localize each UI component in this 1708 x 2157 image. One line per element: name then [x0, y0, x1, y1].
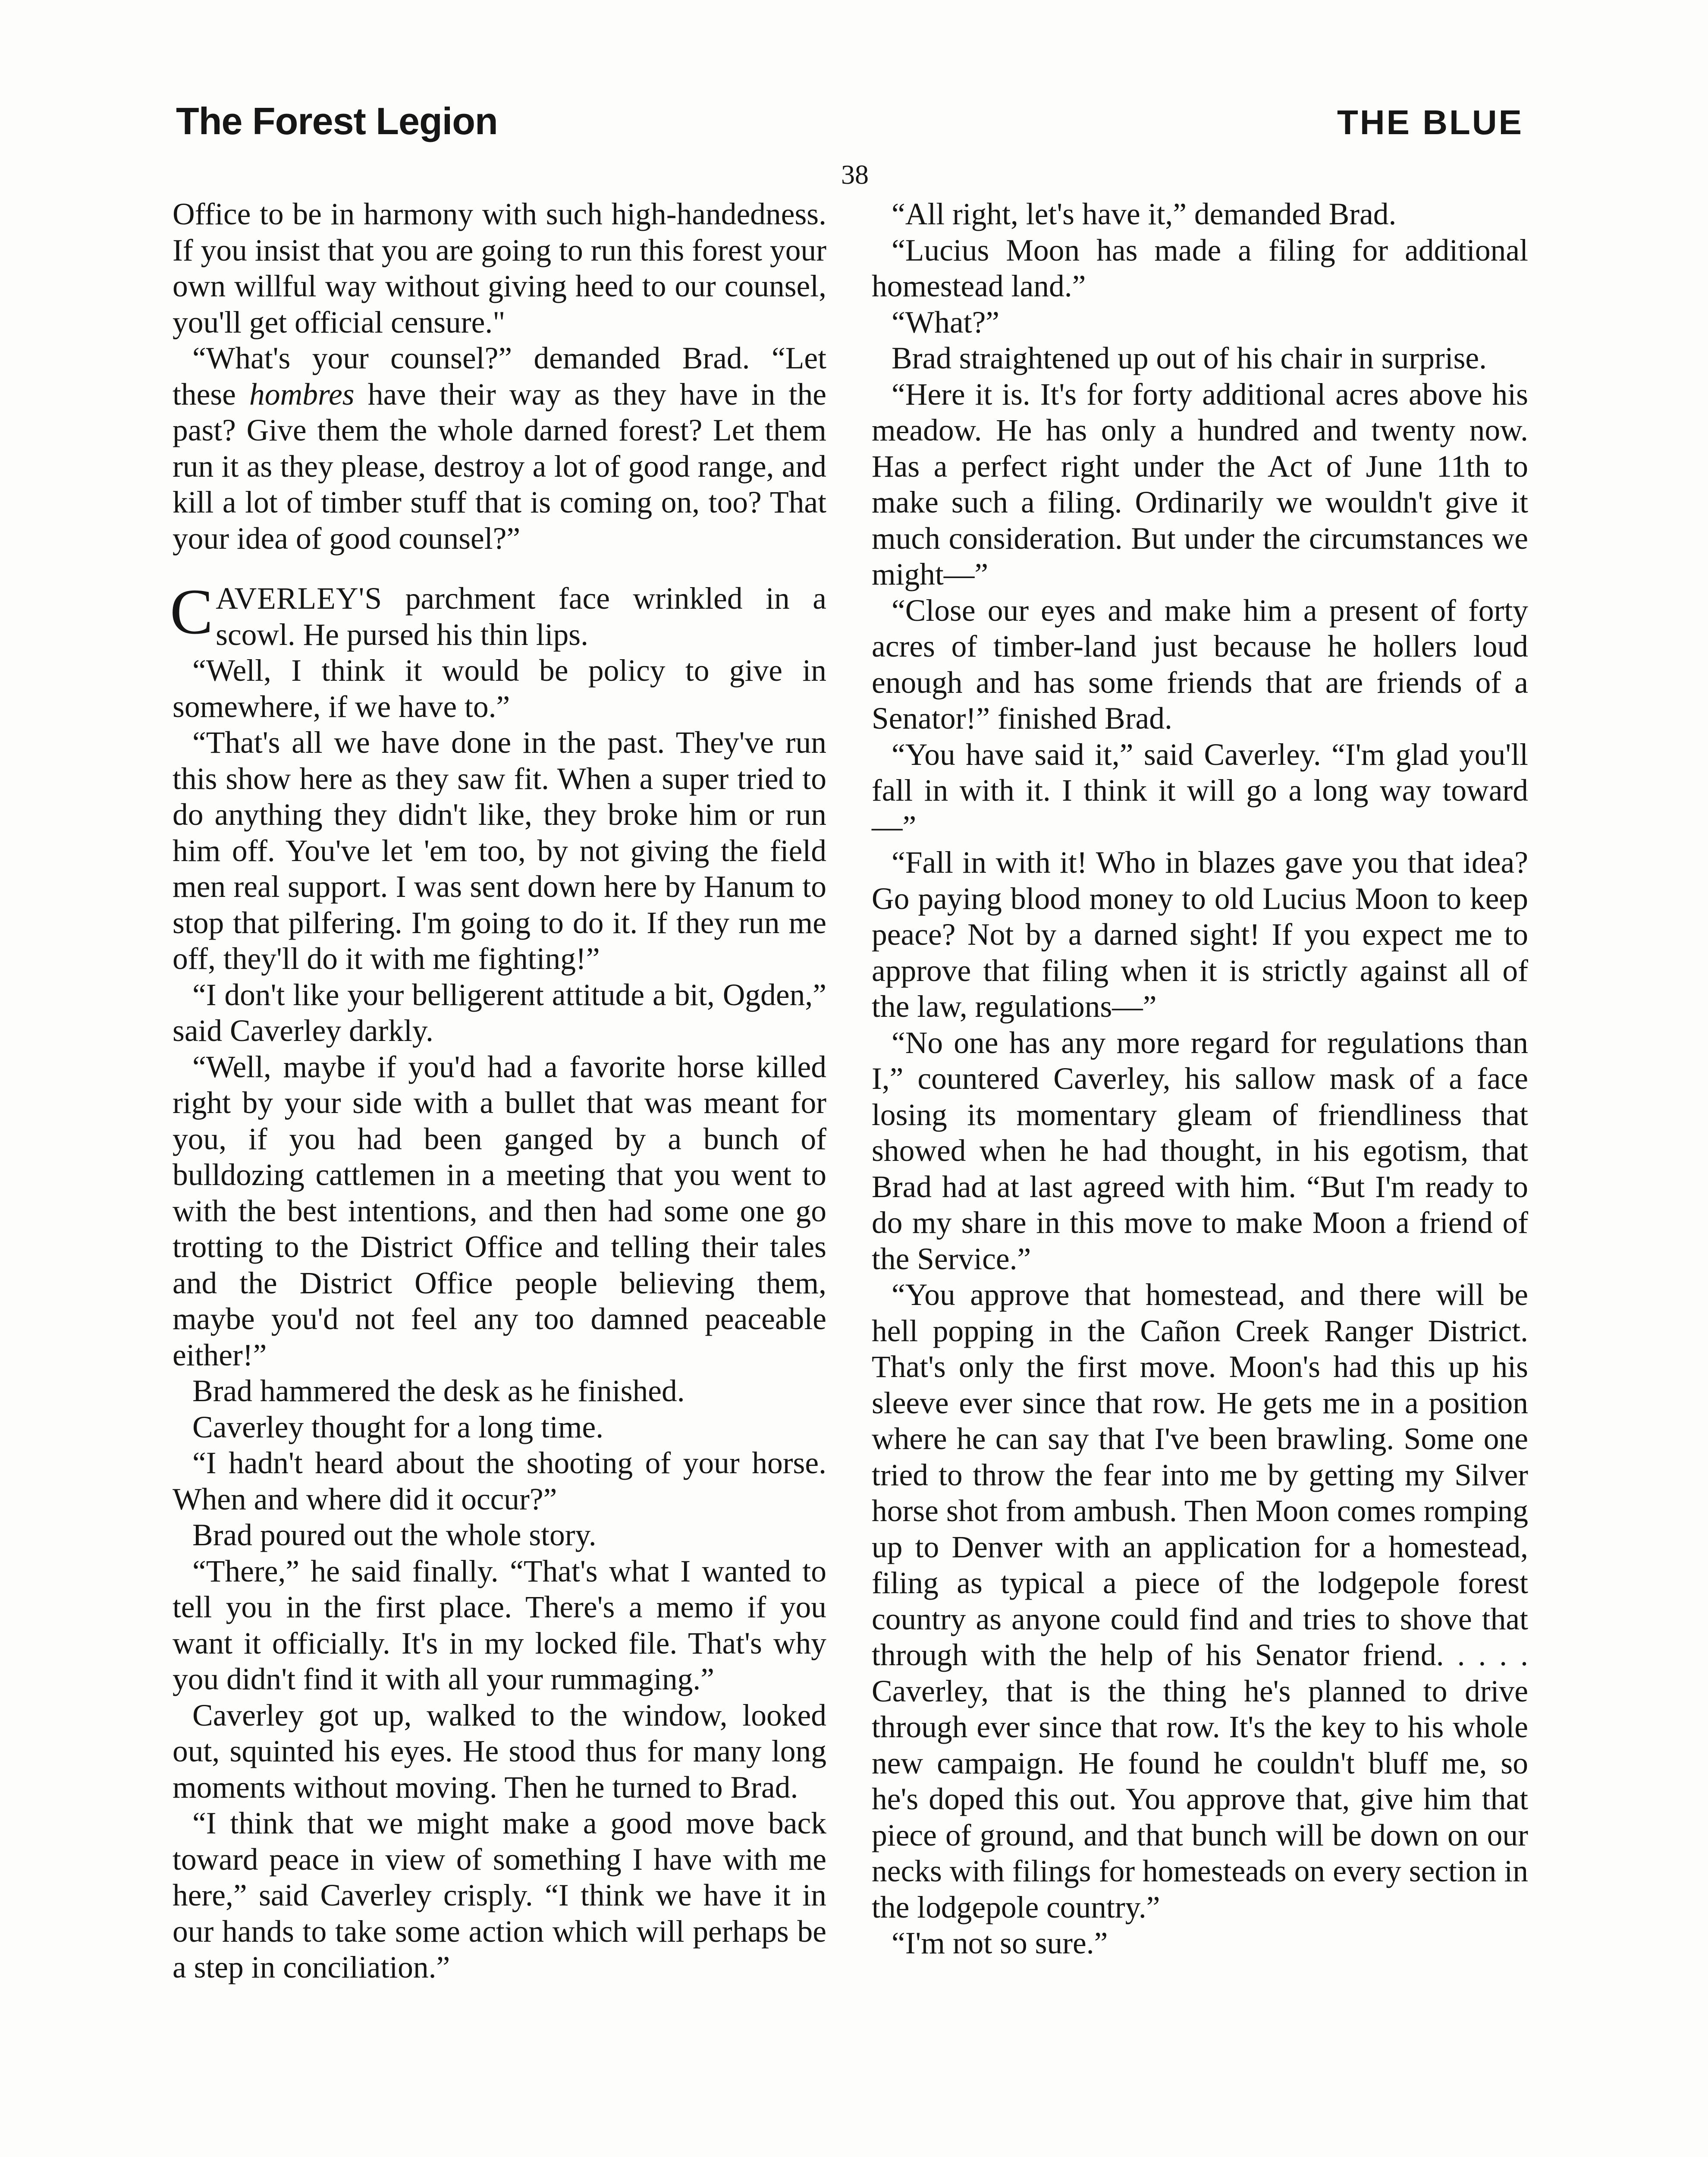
paragraph: “You approve that homestead, and there will be hell popping in the Cañon Creek Ranger District. That's only the first move. Moon's had this up his sleeve ever since that row. He gets me in a position where he can say that I've been brawling. Some one tried to throw the fear into me by getting my Silver horse shot from ambush. Then Moon comes romping up to Denver with an application for a homestead, filing as typical a piece of the lodgepole forest country as anyone could find and tries to shove that through with the help of his Senator friend. . . . . Caverley, that is the thing he's planned to drive through ever since that row. It's the key to his whole new campaign. He found he couldn't bluff me, so he's doped this out. You approve that, give him that piece of ground, and that bunch will be down on our necks with filings for homesteads on every section in the lodgepole country.”: [872, 1278, 1528, 1924]
paragraph: “That's all we have done in the past. They've run this show here as they saw fit. When a super tried to do anything they didn't like, they broke him or run him off. You've let 'em too, by not giving the field men real support. I was sent down here by Hanum to stop that pilfering. I'm going to do it. If they run me off, they'll do it with me fighting!”: [173, 726, 826, 976]
paragraph: “I hadn't heard about the shooting of your horse. When and where did it occur?”: [173, 1446, 826, 1516]
paragraph: Caverley thought for a long time.: [192, 1410, 604, 1444]
paragraph: Office to be in harmony with such high-handedness. If you insist that you are going to run this forest your own willful way without giving heed to our counsel, you'll get official censure.": [173, 197, 826, 340]
paragraph: “What?”: [892, 305, 1000, 340]
running-title: The Forest Legion: [176, 100, 498, 142]
paragraph: “No one has any more regard for regulations than I,” countered Caverley, his sallow mask of a face losing its momentary gleam of friendliness that showed when he had thought, in his egotism, that Brad had at last agreed with him. “But I'm ready to do my share in this move to make Moon a friend of the Service.”: [872, 1025, 1528, 1276]
left-column: [170, 196, 826, 1986]
paragraph: “I don't like your belligerent attitude a bit, Ogden,” said Caverley darkly.: [173, 978, 826, 1048]
paragraph: Brad straightened up out of his chair in surprise.: [892, 341, 1487, 375]
paragraph: “You have said it,” said Caverley. “I'm glad you'll fall in with it. I think it will go a long way toward—”: [872, 737, 1528, 844]
paragraph: “Fall in with it! Who in blazes gave you that idea? Go paying blood money to old Lucius Moon to keep peace? Not by a darned sight! If you expect me to approve that filing when it is strictly against all of the law, regulations—”: [872, 846, 1528, 1024]
paragraph: Brad poured out the whole story.: [192, 1518, 597, 1552]
paragraph: “I'm not so sure.”: [892, 1926, 1108, 1960]
section-opening-paragraph: [170, 576, 826, 653]
drop-cap: C: [170, 576, 214, 648]
paragraph: “Well, maybe if you'd had a favorite horse killed right by your side with a bullet that was meant for you, if you had been ganged by a bunch of bulldozing cattlemen in a meeting that you went to with the best intentions, and then had some one go trotting to the District Office and telling their tales and the District Office people believing them, maybe you'd not feel any too damned peaceable either!”: [173, 1050, 826, 1372]
paragraph: “Lucius Moon has made a filing for additional homestead land.”: [872, 233, 1528, 303]
paragraph: “Well, I think it would be policy to give in somewhere, if we have to.”: [173, 654, 826, 724]
paragraph: “There,” he said finally. “That's what I wanted to tell you in the first place. There's a memo if you want it officially. It's in my locked file. That's why you didn't find it with all your rummaging.”: [173, 1554, 826, 1696]
paragraph: “Close our eyes and make him a present of forty acres of timber-land just because he hollers loud enough and has some friends that are friends of a Senator!” finished Brad.: [872, 593, 1528, 736]
paragraph-text: parchment face wrinkled in a scowl. He pursed his thin lips.: [216, 582, 826, 652]
right-column: [872, 196, 1528, 1962]
paragraph: “Here it is. It's for forty additional acres above his meadow. He has only a hundred and twenty now. Has a perfect right under the Act of June 11th to make such a filing. Ordinarily we wouldn't give it much consideration. But under the circumstances we might—”: [872, 377, 1528, 591]
italic-word: hombres: [249, 377, 355, 412]
page-number: 38: [841, 159, 869, 190]
paragraph: Brad hammered the desk as he finished.: [192, 1374, 685, 1408]
paragraph: “I think that we might make a good move back toward peace in view of something I have with me here,” said Caverley crisply. “I think we have it in our hands to take some action which will perhaps be a step in conciliation.”: [173, 1806, 826, 1984]
small-caps-lead: AVERLEY'S: [216, 582, 383, 616]
paragraph: Caverley got up, walked to the window, looked out, squinted his eyes. He stood thus for many long moments without moving. Then he turned to Brad.: [173, 1698, 826, 1805]
paragraph: “All right, let's have it,” demanded Brad.: [892, 197, 1397, 231]
running-section: THE BLUE: [1337, 103, 1523, 141]
paragraph: “What's your counsel?” demanded Brad. “Let these hombres have their way as they have in the past? Give them the whole darned forest? Let them run it as they please, destroy a lot of good range, and kill a lot of timber stuff that is coming on, too? That your idea of good counsel?”: [173, 341, 826, 556]
